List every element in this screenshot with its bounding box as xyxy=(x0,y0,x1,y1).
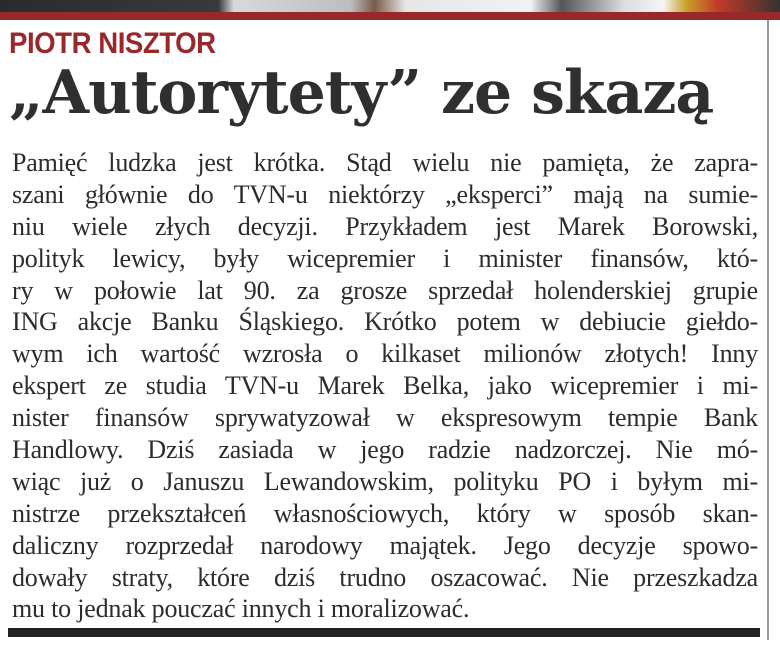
body-line: ekspert ze studia TVN-u Marek Belka, jako wicepremier i mi- xyxy=(12,371,758,401)
body-line: polityk lewicy, były wicepremier i minister finansów, któ- xyxy=(12,243,758,273)
author-name: PIOTR NISZTOR xyxy=(9,27,216,60)
headline: „Autorytety” ze skazą xyxy=(9,58,714,128)
top-photo-strip xyxy=(0,0,780,12)
article-body xyxy=(12,147,758,625)
body-line: szani głównie do TVN-u niektórzy „eksperci” mają na sumie- xyxy=(12,179,758,209)
body-line: dowały straty, które dziś trudno oszacować. Nie przeszkadza xyxy=(12,562,758,592)
body-line: mu to jednak pouczać innych i moralizować. xyxy=(12,594,470,624)
end-rule xyxy=(8,628,760,637)
body-line: ry w połowie lat 90. za grosze sprzedał holenderskiej grupie xyxy=(12,275,758,305)
body-line: Handlowy. Dziś zasiada w jego radzie nadzorczej. Nie mó- xyxy=(12,435,758,465)
body-line: niu wiele złych decyzji. Przykładem jest Marek Borowski, xyxy=(12,211,758,241)
accent-bar xyxy=(0,12,780,20)
column-divider xyxy=(767,20,769,640)
body-line: nistrze przekształceń własnościowych, który w sposób skan- xyxy=(12,498,758,528)
body-line: ING akcje Banku Śląskiego. Krótko potem w debiucie giełdo- xyxy=(12,307,758,337)
body-line: nister finansów sprywatyzował w ekspresowym tempie Bank xyxy=(12,403,758,433)
body-line: daliczny rozprzedał narodowy majątek. Jego decyzje spowo- xyxy=(12,530,758,560)
body-line: wym ich wartość wzrosła o kilkaset milionów złotych! Inny xyxy=(12,339,758,369)
body-line: wiąc już o Januszu Lewandowskim, polityku PO i byłym mi- xyxy=(12,466,758,496)
body-line: Pamięć ludzka jest krótka. Stąd wielu nie pamięta, że zapra- xyxy=(12,148,758,177)
